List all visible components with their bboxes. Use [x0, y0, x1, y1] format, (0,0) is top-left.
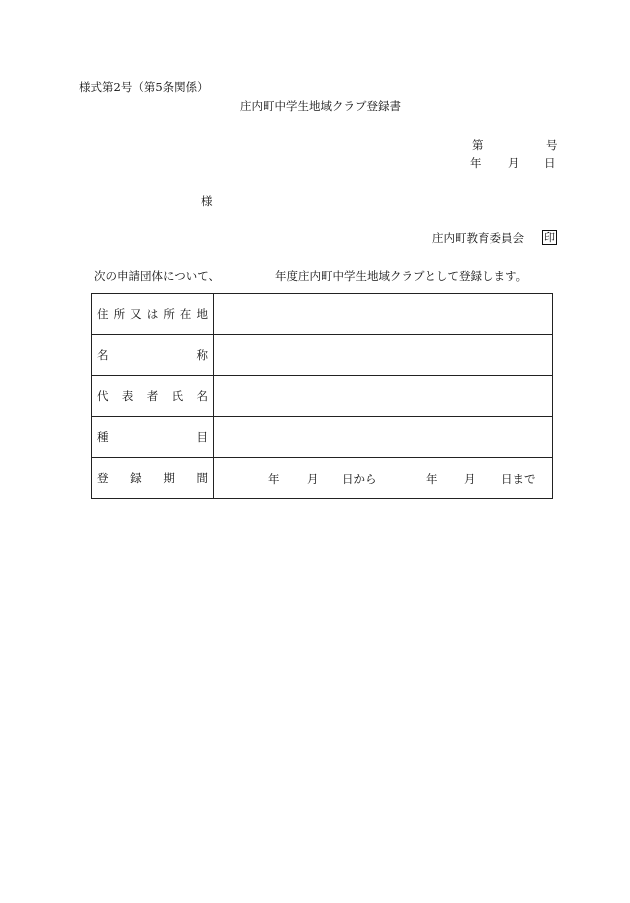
period-end-month: 月 [464, 472, 476, 486]
label-char: 種 [97, 430, 109, 444]
number-dai: 第 [472, 138, 484, 152]
intro-sentence [94, 269, 528, 283]
period-start-day: 日から [342, 472, 377, 486]
date-line [470, 156, 556, 170]
label-char: 登 [97, 471, 109, 485]
label-char: 名 [196, 389, 208, 403]
label-char: は [146, 307, 159, 321]
address-field[interactable] [214, 294, 553, 335]
label-char: 間 [196, 471, 208, 485]
period-start-year: 年 [268, 472, 280, 486]
table-row [92, 294, 553, 335]
label-address [92, 294, 214, 335]
label-period [92, 458, 214, 499]
table-row [92, 376, 553, 417]
period-end-year: 年 [426, 472, 438, 486]
period-start-month: 月 [307, 472, 319, 486]
registration-table [91, 293, 553, 499]
seal-box: 印 [544, 231, 555, 244]
representative-field[interactable] [214, 376, 553, 417]
date-month: 月 [508, 156, 520, 170]
period-field[interactable] [214, 458, 553, 499]
date-day: 日 [544, 156, 556, 170]
label-char: 又 [130, 307, 142, 321]
table-row [92, 417, 553, 458]
document-number-line [472, 138, 558, 152]
addressee-suffix: 様 [201, 194, 213, 208]
intro-part1: 次の申請団体について、 [94, 269, 221, 283]
document-title: 庄内町中学生地域クラブ登録書 [240, 99, 401, 113]
date-year: 年 [470, 156, 482, 170]
intro-part2: 年度庄内町中学生地域クラブとして登録します。 [275, 269, 528, 283]
label-name [92, 335, 214, 376]
category-field[interactable] [214, 417, 553, 458]
label-char: 氏 [171, 389, 184, 403]
form-code: 様式第2号（第5条関係） [79, 80, 209, 94]
number-go: 号 [546, 138, 558, 152]
label-char: 地 [196, 307, 208, 321]
label-char: 表 [121, 389, 134, 403]
label-char: 所 [113, 307, 126, 321]
label-char: 代 [97, 389, 109, 403]
table-row [92, 335, 553, 376]
table-row [92, 458, 553, 499]
label-representative [92, 376, 214, 417]
label-char: 期 [163, 471, 175, 485]
label-char: 住 [97, 307, 109, 321]
label-char: 目 [196, 430, 208, 444]
label-char: 名 [97, 348, 109, 362]
label-char: 称 [196, 348, 208, 362]
label-char: 所 [163, 307, 175, 321]
label-category [92, 417, 214, 458]
period-end-day: 日まで [501, 472, 536, 486]
name-field[interactable] [214, 335, 553, 376]
label-char: 者 [146, 389, 159, 403]
label-char: 在 [179, 307, 192, 321]
issuer-name: 庄内町教育委員会 [432, 231, 524, 245]
label-char: 録 [130, 471, 142, 485]
